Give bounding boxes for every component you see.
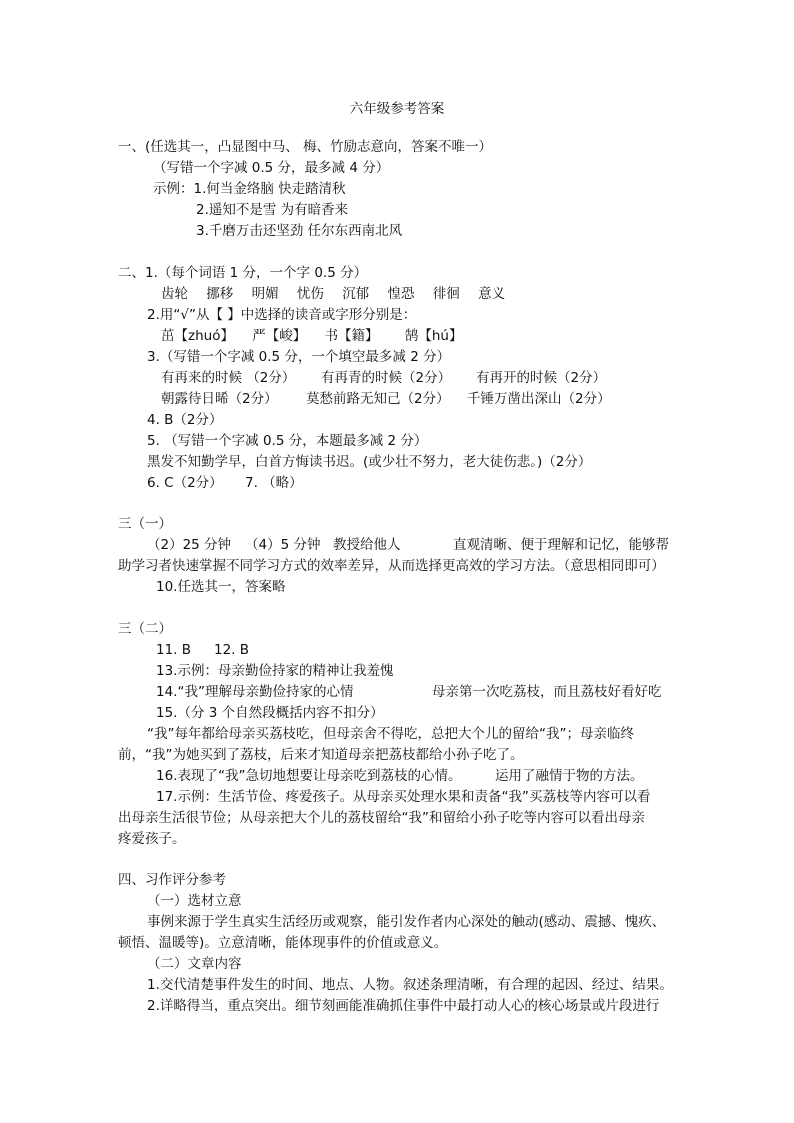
q3-answer: 有再来的时候 （2分） — [161, 370, 296, 386]
sec3b-q15: 15.（分 3 个自然段概括内容不扣分） — [156, 705, 384, 721]
sec3b-q17-cont: 出母亲生活很节俭；从母亲把大个儿的荔枝留给“我”和留给小孙子吃等内容可以看出母亲 — [118, 810, 645, 826]
sec2-q7: 7. （略） — [245, 475, 303, 491]
q1-word: 忧伤 — [296, 286, 324, 302]
sec3b-q14-answer: 母亲第一次吃荔枝，而且荔枝好看好吃 — [432, 684, 662, 700]
sec3b-q16: 16.表现了“我”急切地想要让母亲吃到荔枝的心情。 — [156, 768, 462, 784]
page-title: 六年级参考答案 — [349, 101, 445, 117]
sec2-q5-answer: 黑发不知勤学早，白首方悔读书迟。(或少壮不努力，老大徒伤悲。)（2分） — [147, 454, 592, 470]
sec4-criterion-1: 1.交代清楚事件发生的时间、地点、人物。叙述条理清晰，有合理的起因、经过、结果。 — [147, 977, 673, 993]
sec1-example-1: 示例：1.何当金络脑 快走踏清秋 — [153, 181, 346, 197]
q1-word: 齿轮 — [161, 286, 188, 302]
q2-item: 书【籍】 — [324, 328, 379, 344]
sec3b-q15-answer: “我”每年都给母亲买荔枝吃，但母亲舍不得吃，总把大个儿的留给“我”；母亲临终 — [147, 726, 634, 742]
sec1-example-2: 2.遥知不是雪 为有暗香来 — [196, 202, 349, 218]
sec1-note: （写错一个字减 0.5 分，最多减 4 分） — [153, 160, 390, 176]
sec1-example-3: 3.千磨万击还坚劲 任尔东西南北风 — [196, 223, 403, 239]
sec3a-answer: 教授给他人 — [333, 537, 401, 553]
sec2-q5-heading: 5. （写错一个字减 0.5 分，本题最多减 2 分） — [147, 433, 428, 449]
q1-word: 明媚 — [251, 286, 279, 302]
q1-word: 惶恐 — [387, 286, 415, 302]
q2-item: 鹄【hú】 — [404, 328, 463, 344]
sec3b-q11: 11. B — [156, 642, 192, 658]
sec3a-answer: 直观清晰、便于理解和记忆，能够帮 — [453, 537, 669, 553]
q2-item: 茁【zhuó】 — [161, 328, 234, 344]
q3-answer: 有再开的时候（2分） — [476, 370, 607, 386]
sec2-q1-heading: 二、1.（每个词语 1 分，一个字 0.5 分） — [118, 265, 368, 281]
sec4-criterion-2: 2.详略得当，重点突出。细节刻画能准确抓住事件中最打动人心的核心场景或片段进行 — [147, 998, 660, 1014]
sec2-q2-items — [161, 326, 476, 346]
sec1-heading: 一、(任选其一，凸显图中马、 梅、竹励志意向，答案不唯一） — [118, 139, 493, 155]
sec2-q2-heading: 2.用“√”从【 】中选择的读音或字形分别是： — [147, 307, 417, 323]
q2-item: 严【峻】 — [252, 328, 307, 344]
sec3a-answer: （2）25 分钟 — [147, 537, 232, 553]
sec3b-q17-cont: 疼爱孩子。 — [118, 831, 186, 847]
sec3b-heading: 三（二） — [118, 621, 172, 637]
q3-answer: 莫愁前路无知己（2分） — [306, 391, 450, 407]
sec3b-q14: 14.“我”理解母亲勤俭持家的心情 — [156, 684, 354, 700]
sec4-sub-heading: （二）文章内容 — [147, 956, 242, 972]
sec3a-q10: 10.任选其一，答案略 — [156, 579, 286, 595]
q3-answer: 朝露待日晞（2分） — [161, 391, 278, 407]
q1-word: 意义 — [478, 286, 506, 302]
sec3b-q12: 12. B — [214, 642, 250, 658]
q3-answer: 有再青的时候（2分） — [321, 370, 452, 386]
sec2-q4: 4. B（2分） — [147, 412, 223, 428]
sec3b-q17: 17.示例：生活节俭、疼爱孩子。从母亲买处理水果和责备“我”买荔枝等内容可以看 — [156, 789, 651, 805]
sec3b-q16-method: 运用了融情于物的方法。 — [495, 768, 644, 784]
sec2-q6: 6. C（2分） — [147, 475, 223, 491]
sec4-sub-heading: （一）选材立意 — [147, 893, 242, 909]
sec3b-q15-answer-cont: 前，“我”为她买到了荔枝，后来才知道母亲把荔枝都给小孙子吃了。 — [118, 747, 524, 763]
sec4-paragraph-cont: 顿悟、温暖等)。立意清晰，能体现事件的价值或意义。 — [118, 935, 448, 951]
sec4-paragraph: 事例来源于学生真实生活经历或观察，能引发作者内心深处的触动(感动、震撼、愧疚、 — [147, 914, 666, 930]
q1-word: 挪移 — [206, 286, 234, 302]
sec3a-heading: 三（一） — [118, 516, 172, 532]
sec4-heading: 四、习作评分参考 — [118, 872, 226, 888]
q1-word: 沉郁 — [342, 286, 370, 302]
sec3b-q13: 13.示例：母亲勤俭持家的精神让我羞愧 — [156, 663, 394, 679]
sec3a-answer: （4）5 分钟 — [245, 537, 321, 553]
sec2-q1-words — [161, 284, 519, 304]
q3-answer: 千锤万凿出深山（2分） — [467, 391, 611, 407]
sec3a-answer-cont: 助学习者快速掌握不同学习方式的效率差异，从而选择更高效的学习方法。（意思相同即可） — [118, 558, 665, 574]
sec2-q3-heading: 3.（写错一个字减 0.5 分，一个填空最多减 2 分） — [147, 349, 451, 365]
q1-word: 徘徊 — [432, 286, 460, 302]
